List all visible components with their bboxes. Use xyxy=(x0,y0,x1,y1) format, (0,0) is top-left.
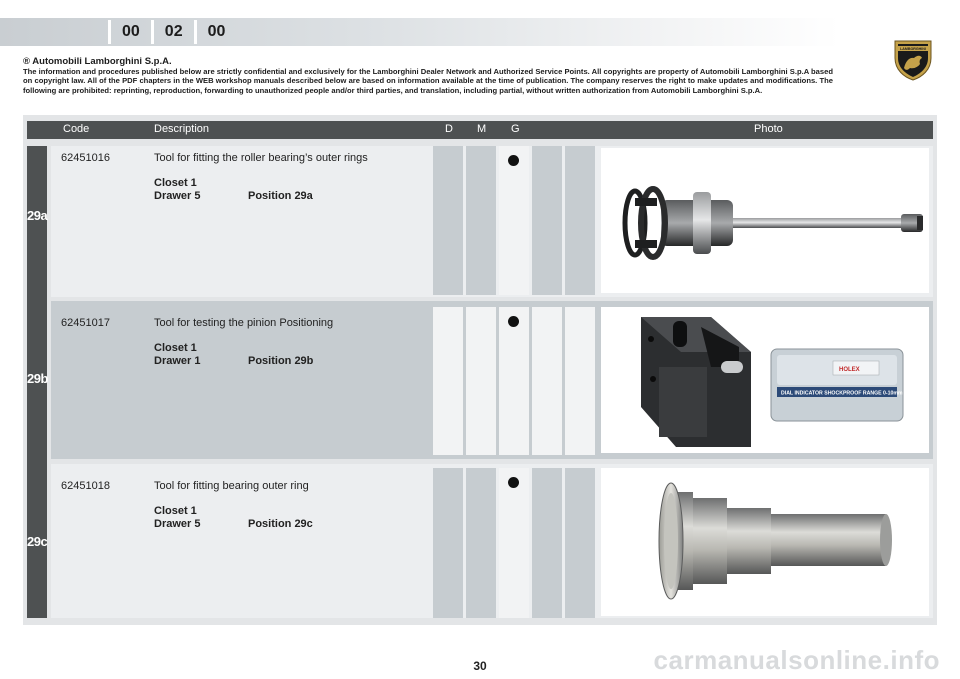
section-code-2: 02 xyxy=(164,23,183,40)
col-d-cell xyxy=(433,146,463,295)
section-code-1: 00 xyxy=(122,23,140,40)
logo-text: LAMBORGHINI xyxy=(900,47,926,52)
code-separator xyxy=(108,20,111,44)
closet-text: Closet 1 xyxy=(154,177,197,189)
col-header-m: M xyxy=(477,123,487,135)
storage-location xyxy=(154,177,424,203)
tool-code: 62451017 xyxy=(61,317,110,329)
drawer-text: Drawer 5 xyxy=(154,190,201,202)
tool-description xyxy=(154,480,424,531)
col-extra-cell xyxy=(532,468,562,618)
storage-location xyxy=(154,505,424,531)
section-code-3: 00 xyxy=(207,23,226,40)
col-m-cell xyxy=(466,307,496,455)
col-extra-cell xyxy=(565,146,595,295)
notice-text: The information and procedures published below are strictly confidential and exclusively for the Lamborghini Dealer Network and Authorized Service Points. All copyrights are property of Automobili Lamborghini S.p.A based on copyright law. All of the PDF chapters in the WEB workshop manuals described below are based on information available at the time of publication. The company reserves the right to make updates and modifications. The following are prohibited: reprinting, reproduction, forwarding to unauthorized people and/or third parties, and translation, including partial, without written authorization from Automobili Lamborghini S.p.A. xyxy=(23,67,833,95)
row-label: 29a xyxy=(27,208,48,223)
photo-label-text: DIAL INDICATOR SHOCKPROOF RANGE 0-10mm xyxy=(781,390,903,397)
closet-text: Closet 1 xyxy=(154,342,197,354)
col-extra-cell xyxy=(532,146,562,295)
col-extra-cell xyxy=(532,307,562,455)
col-extra-cell xyxy=(565,307,595,455)
position-text: Position 29b xyxy=(248,355,314,367)
tool-description-text: Tool for testing the pinion Positioning xyxy=(154,317,334,329)
long-shaft-tool-photo xyxy=(601,148,929,293)
row-label: 29c xyxy=(27,534,48,549)
col-header-g: G xyxy=(511,123,520,135)
closet-text: Closet 1 xyxy=(154,505,197,517)
col-m-cell xyxy=(466,146,496,295)
code-separator xyxy=(151,20,154,44)
applicability-dot-icon xyxy=(508,477,519,488)
table-header xyxy=(27,121,933,139)
storage-location xyxy=(154,342,424,368)
flanged-drift-tool-photo xyxy=(601,468,929,616)
notice-brand: ® Automobili Lamborghini S.p.A. xyxy=(23,56,172,67)
page-number: 30 xyxy=(473,659,487,673)
position-text: Position 29c xyxy=(248,518,313,530)
tools-table xyxy=(23,115,937,625)
col-m-cell xyxy=(466,468,496,618)
col-header-photo: Photo xyxy=(754,123,783,135)
drawer-text: Drawer 1 xyxy=(154,355,201,367)
copyright-notice xyxy=(23,56,833,95)
code-separator xyxy=(194,20,197,44)
row-label: 29b xyxy=(27,371,48,386)
col-extra-cell xyxy=(565,468,595,618)
bull-shield-icon xyxy=(892,38,934,82)
col-header-code: Code xyxy=(63,123,90,135)
position-text: Position 29a xyxy=(248,190,313,202)
section-code-group xyxy=(108,18,232,46)
applicability-dot-icon xyxy=(508,155,519,166)
tool-description xyxy=(154,152,424,203)
table-row xyxy=(51,301,933,459)
tool-description xyxy=(154,317,424,368)
col-g-marked-cell xyxy=(499,468,529,618)
col-header-description: Description xyxy=(154,123,210,135)
col-d-cell xyxy=(433,468,463,618)
col-g-marked-cell xyxy=(499,146,529,295)
table-row xyxy=(51,146,933,297)
photo-brand-text: HOLEX xyxy=(839,367,860,373)
applicability-dot-icon xyxy=(508,316,519,327)
col-d-cell xyxy=(433,307,463,455)
drawer-text: Drawer 5 xyxy=(154,518,201,530)
table-row xyxy=(51,464,933,618)
tool-code: 62451018 xyxy=(61,480,110,492)
col-g-marked-cell xyxy=(499,307,529,455)
tool-code: 62451016 xyxy=(61,152,110,164)
tool-description-text: Tool for fitting bearing outer ring xyxy=(154,480,309,492)
tool-description-text: Tool for fitting the roller bearing’s outer rings xyxy=(154,152,368,164)
watermark-text: carmanualsonline.info xyxy=(653,645,940,675)
col-header-d: D xyxy=(445,123,453,135)
pinion-fixture-and-dial-indicator-photo xyxy=(601,307,929,453)
